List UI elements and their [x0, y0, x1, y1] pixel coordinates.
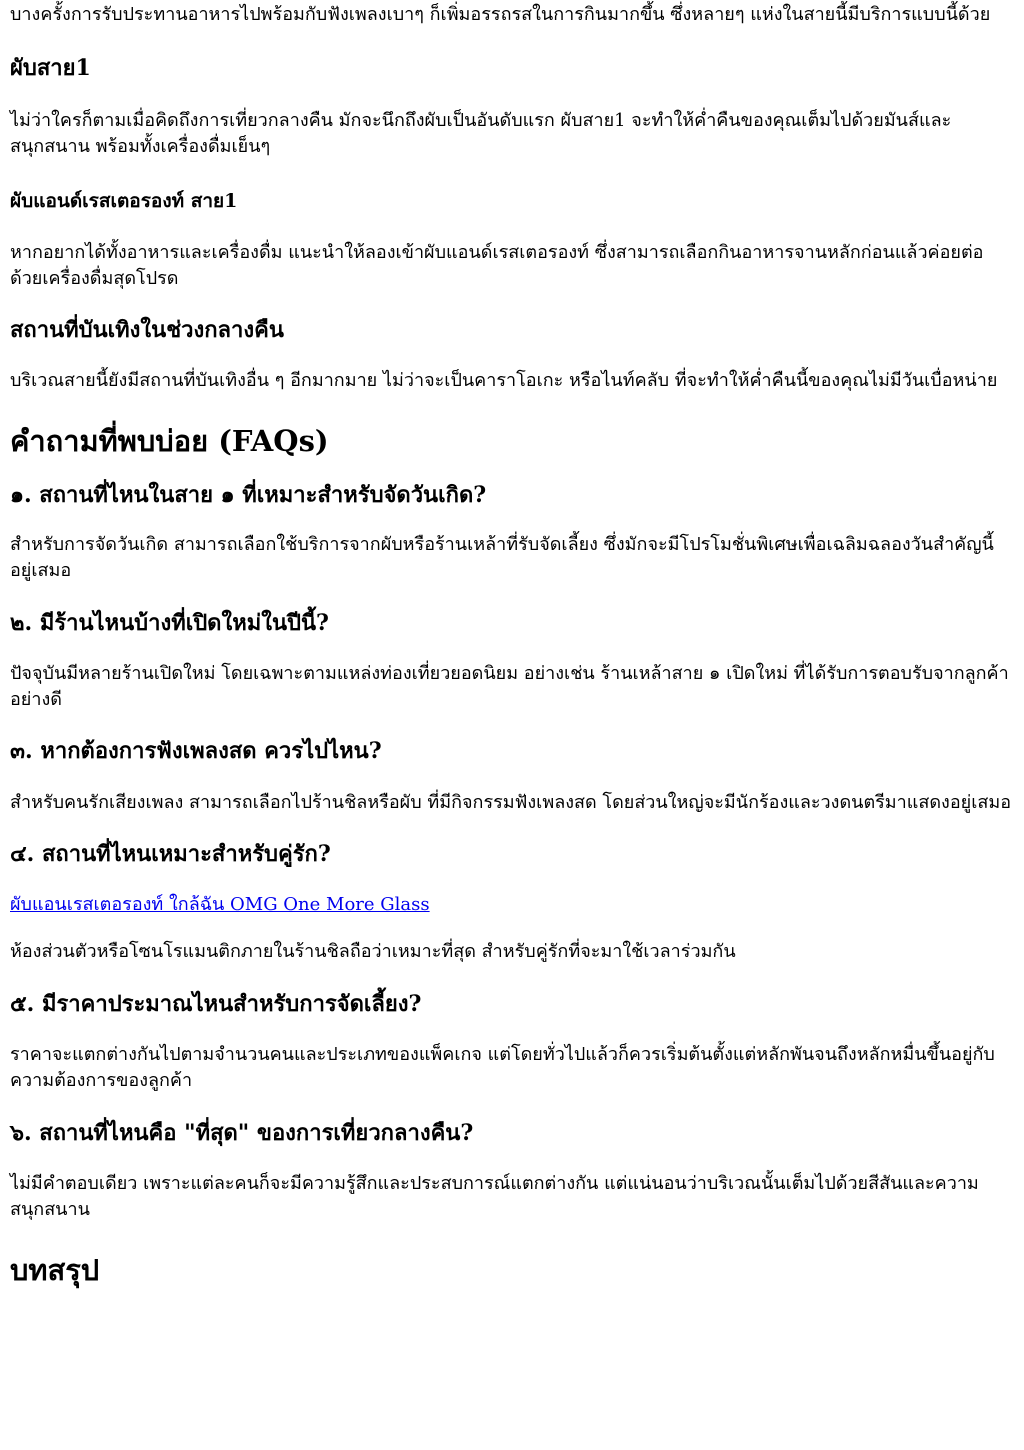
- faq-question: ๕. มีราคาประมาณไหนสำหรับการจัดเลี้ยง?: [10, 991, 422, 1017]
- faq-answer: ห้องส่วนตัวหรือโซนโรแมนติกภายในร้านชิลถือว่าเหมาะที่สุด สำหรับคู่รักที่จะมาใช้เวลาร่วมกัน: [10, 941, 736, 962]
- conclusion-heading: บทสรุป: [10, 1253, 100, 1287]
- faq-answer: ราคาจะแตกต่างกันไปตามจำนวนคนและประเภทของแพ็คเกจ แต่โดยทั่วไปแล้วก็ควรเริ่มต้นตั้งแต่หลักพันจนถึงหลักหมื่นขึ้นอยู่กับความต้องการของลูกค้า: [10, 1044, 995, 1091]
- intro-paragraph: บางครั้งการรับประทานอาหารไปพร้อมกับฟังเพลงเบาๆ ก็เพิ่มอรรถรสในการกินมากขึ้น ซึ่งหลายๆ แห่งในสายนี้มีบริการแบบนี้ด้วย: [10, 4, 991, 25]
- faq-question: ๒. มีร้านไหนบ้างที่เปิดใหม่ในปีนี้?: [10, 610, 329, 636]
- section-heading-pub1: ผับสาย1: [10, 55, 91, 81]
- faq-answer: ไม่มีคำตอบเดียว เพราะแต่ละคนก็จะมีความรู้สึกและประสบการณ์แตกต่างกัน แต่แน่นอนว่าบริเวณนั้นเต็มไปด้วยสีสันและความสนุกสนาน: [10, 1173, 979, 1220]
- section-text-pub1: ไม่ว่าใครก็ตามเมื่อคิดถึงการเที่ยวกลางคืน มักจะนึกถึงผับเป็นอันดับแรก ผับสาย1 จะทำให้ค่ำคืนของคุณเต็มไปด้วยมันส์และสนุกสนาน พร้อมทั้งเครื่องดื่มเย็นๆ: [10, 110, 952, 157]
- faq-question: ๑. สถานที่ไหนในสาย ๑ ที่เหมาะสำหรับจัดวันเกิด?: [10, 482, 487, 508]
- faq-question: ๖. สถานที่ไหนคือ "ที่สุด" ของการเที่ยวกลางคืน?: [10, 1120, 474, 1146]
- faq-heading: คำถามที่พบบ่อย (FAQs): [10, 424, 329, 458]
- faq-link-omg[interactable]: ผับแอนเรสเตอรองท์ ใกล้ฉัน OMG One More Glass: [10, 894, 430, 915]
- section-heading-pub-restaurant: ผับแอนด์เรสเตอรองท์ สาย1: [10, 190, 238, 212]
- faq-answer: สำหรับการจัดวันเกิด สามารถเลือกใช้บริการจากผับหรือร้านเหล้าที่รับจัดเลี้ยง ซึ่งมักจะมีโปรโมชั่นพิเศษเพื่อเฉลิมฉลองวันสำคัญนี้อยู่เสมอ: [10, 534, 994, 581]
- section-text-pub-restaurant: หากอยากได้ทั้งอาหารและเครื่องดื่ม แนะนำให้ลองเข้าผับแอนด์เรสเตอรองท์ ซึ่งสามารถเลือกกินอาหารจานหลักก่อนแล้วค่อยต่อด้วยเครื่องดื่มสุดโปรด: [10, 242, 984, 289]
- article-body: [0, 2, 1024, 1287]
- faq-answer: สำหรับคนรักเสียงเพลง สามารถเลือกไปร้านชิลหรือผับ ที่มีกิจกรรมฟังเพลงสด โดยส่วนใหญ่จะมีนักร้องและวงดนตรีมาแสดงอยู่เสมอ: [10, 792, 1012, 813]
- faq-answer: ปัจจุบันมีหลายร้านเปิดใหม่ โดยเฉพาะตามแหล่งท่องเที่ยวยอดนิยม อย่างเช่น ร้านเหล้าสาย ๑ เปิดใหม่ ที่ได้รับการตอบรับจากลูกค้าอย่างดี: [10, 663, 1009, 710]
- section-text-nightlife: บริเวณสายนี้ยังมีสถานที่บันเทิงอื่น ๆ อีกมากมาย ไม่ว่าจะเป็นคาราโอเกะ หรือไนท์คลับ ที่จะทำให้ค่ำคืนนี้ของคุณไม่มีวันเบื่อหน่าย: [10, 370, 998, 391]
- section-heading-nightlife: สถานที่บันเทิงในช่วงกลางคืน: [10, 317, 284, 343]
- faq-question: ๔. สถานที่ไหนเหมาะสำหรับคู่รัก?: [10, 841, 331, 867]
- faq-question: ๓. หากต้องการฟังเพลงสด ควรไปไหน?: [10, 738, 382, 764]
